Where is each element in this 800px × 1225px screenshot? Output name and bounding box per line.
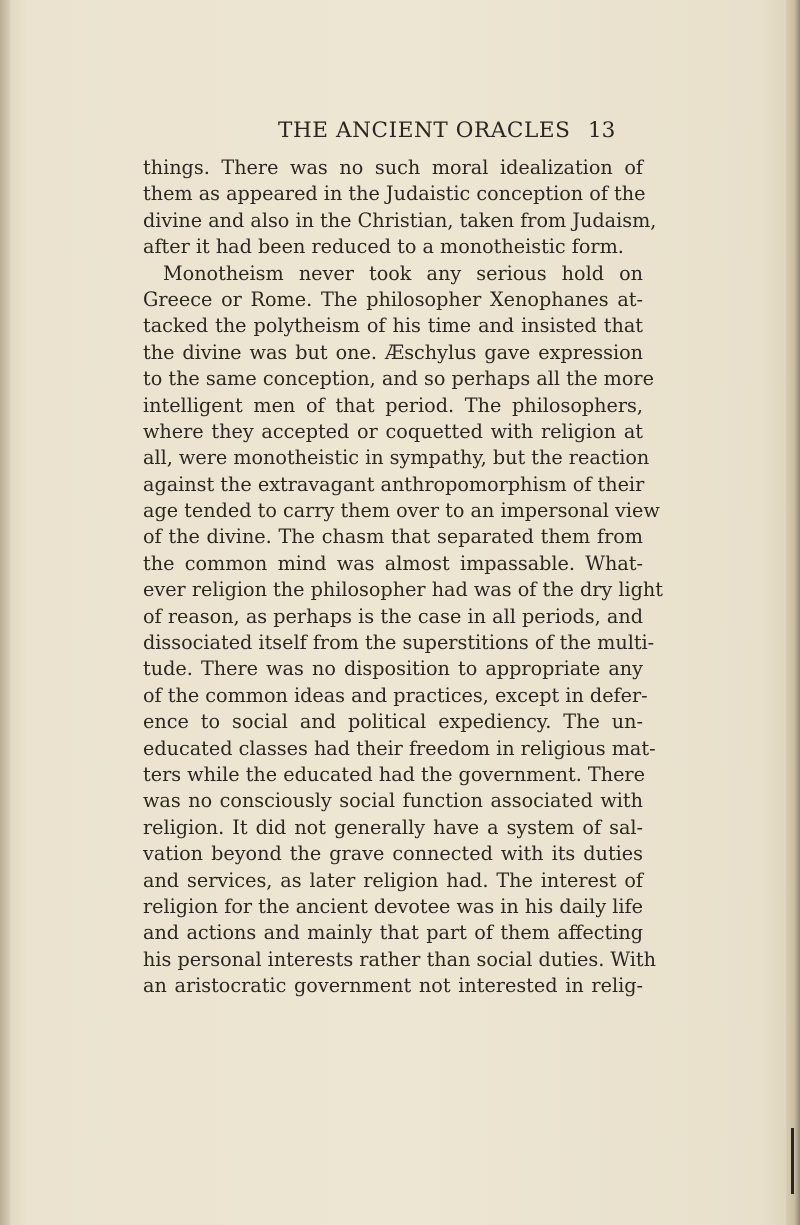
text-line: the common mind was almost impassable. What- bbox=[143, 551, 643, 575]
text-line: educated classes had their freedom in religious mat- bbox=[143, 736, 656, 760]
body-text bbox=[143, 155, 663, 1000]
page-number: 13 bbox=[588, 118, 616, 143]
running-title: THE ANCIENT ORACLES bbox=[278, 118, 571, 143]
text-line: the divine was but one. Æschylus gave expression bbox=[143, 340, 643, 364]
text-line: things. There was no such moral idealization of bbox=[143, 156, 643, 179]
text-line: religion for the ancient devotee was in his daily life bbox=[143, 894, 643, 918]
text-line: tude. There was no disposition to appropriate any bbox=[143, 657, 643, 681]
text-line: intelligent men of that period. The philosophers, bbox=[143, 393, 643, 417]
page-edge-mark bbox=[791, 1128, 794, 1194]
text-line: an aristocratic government not interested in relig- bbox=[143, 974, 643, 998]
text-line: of reason, as perhaps is the case in all periods, and bbox=[143, 604, 643, 628]
text-line: after it had been reduced to a monotheistic form. bbox=[143, 235, 624, 259]
text-line: his personal interests rather than social duties. With bbox=[143, 947, 656, 971]
text-line: and services, as later religion had. The interest of bbox=[143, 868, 643, 892]
text-line: religion. It did not generally have a system of sal- bbox=[143, 815, 643, 839]
text-line: of the common ideas and practices, except in defer- bbox=[143, 683, 648, 707]
paragraph-start-line: Monotheism never took any serious hold on bbox=[163, 261, 643, 285]
text-line: ters while the educated had the government. There bbox=[143, 762, 645, 786]
text-line: divine and also in the Christian, taken from Judaism, bbox=[143, 208, 657, 232]
text-line: dissociated itself from the superstitions of the multi- bbox=[143, 631, 655, 655]
text-line: age tended to carry them over to an impersonal view bbox=[143, 499, 660, 523]
text-line: ence to social and political expediency. The un- bbox=[143, 710, 643, 734]
text-line: vation beyond the grave connected with its duties bbox=[143, 842, 643, 866]
page-edge bbox=[786, 0, 800, 1225]
text-line: ever religion the philosopher had was of the dry light bbox=[143, 578, 663, 602]
text-line: where they accepted or coquetted with religion at bbox=[143, 419, 643, 443]
text-line: was no consciously social function associated with bbox=[143, 789, 643, 813]
text-line: and actions and mainly that part of them affecting bbox=[143, 921, 643, 945]
page-gutter-shadow bbox=[0, 0, 10, 1225]
text-line: against the extravagant anthropomorphism of their bbox=[143, 472, 645, 496]
text-line: tacked the polytheism of his time and insisted that bbox=[143, 314, 643, 338]
text-line: them as appeared in the Judaistic conception of the bbox=[143, 182, 646, 206]
text-line: all, were monotheistic in sympathy, but the reaction bbox=[143, 446, 650, 470]
text-line: Greece or Rome. The philosopher Xenophanes at- bbox=[143, 287, 643, 311]
text-line: of the divine. The chasm that separated them from bbox=[143, 525, 643, 549]
text-line: to the same conception, and so perhaps all the more bbox=[143, 367, 654, 391]
